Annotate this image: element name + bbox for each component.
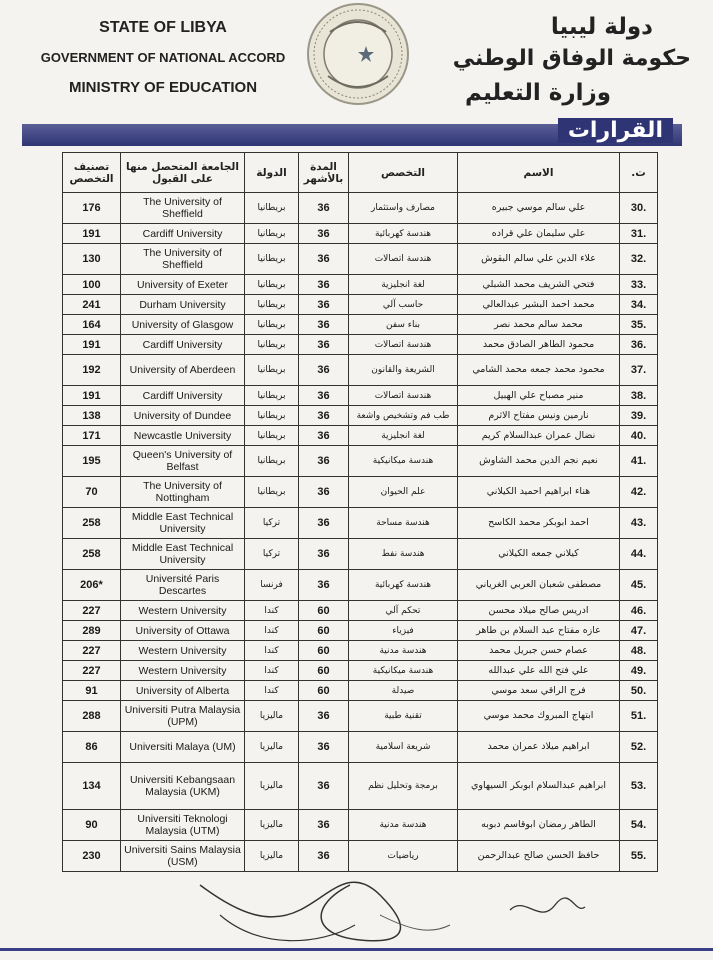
name-cell: محمود محمد جمعه محمد الشامي <box>458 355 620 386</box>
number-cell: 49. <box>620 661 658 681</box>
university-cell: Western University <box>121 601 245 621</box>
specialization-cell: هندسة مدنية <box>349 810 458 841</box>
duration-cell: 36 <box>299 315 349 335</box>
number-cell: 45. <box>620 570 658 601</box>
name-cell: احمد ابوبكر محمد الكاسح <box>458 508 620 539</box>
table-row <box>63 601 658 621</box>
country-cell: بريطانيا <box>245 386 299 406</box>
university-cell: Universiti Teknologi Malaysia (UTM) <box>121 810 245 841</box>
name-cell: منير مصباح علي الهبيل <box>458 386 620 406</box>
number-cell: 31. <box>620 224 658 244</box>
country-cell: ماليزيا <box>245 701 299 732</box>
country-cell: بريطانيا <box>245 355 299 386</box>
number-cell: 34. <box>620 295 658 315</box>
number-cell: 51. <box>620 701 658 732</box>
table-row <box>63 446 658 477</box>
country-cell: بريطانيا <box>245 477 299 508</box>
duration-cell: 36 <box>299 426 349 446</box>
number-cell: 55. <box>620 841 658 872</box>
name-cell: علي سالم موسي جبيره <box>458 193 620 224</box>
header-no: ت. <box>620 153 658 193</box>
university-cell: Universiti Malaya (UM) <box>121 732 245 763</box>
number-cell: 37. <box>620 355 658 386</box>
specialization-cell: هندسة اتصالات <box>349 386 458 406</box>
university-cell: The University of Nottingham <box>121 477 245 508</box>
country-cell: فرنسا <box>245 570 299 601</box>
number-cell: 43. <box>620 508 658 539</box>
duration-cell: 36 <box>299 275 349 295</box>
number-cell: 41. <box>620 446 658 477</box>
table-row <box>63 193 658 224</box>
number-cell: 38. <box>620 386 658 406</box>
ranking-cell: 138 <box>63 406 121 426</box>
university-cell: Newcastle University <box>121 426 245 446</box>
university-cell: University of Alberta <box>121 681 245 701</box>
country-cell: بريطانيا <box>245 406 299 426</box>
name-cell: علاء الدين علي سالم البقوش <box>458 244 620 275</box>
university-cell: Queen's University of Belfast <box>121 446 245 477</box>
table-row <box>63 224 658 244</box>
table-row <box>63 508 658 539</box>
country-cell: بريطانيا <box>245 426 299 446</box>
country-cell: ماليزيا <box>245 810 299 841</box>
footer-rule <box>0 948 713 951</box>
country-cell: بريطانيا <box>245 315 299 335</box>
ranking-cell: 191 <box>63 386 121 406</box>
header-country: الدولة <box>245 153 299 193</box>
table-row <box>63 244 658 275</box>
specialization-cell: لغة انجليزية <box>349 275 458 295</box>
ranking-cell: 227 <box>63 661 121 681</box>
specialization-cell: هندسة كهربائية <box>349 224 458 244</box>
country-cell: تركيا <box>245 539 299 570</box>
table-row <box>63 621 658 641</box>
name-cell: مصطفى شعبان العربي الغرياني <box>458 570 620 601</box>
section-title: القرارات <box>558 118 673 143</box>
name-cell: عصام حسن جبريل محمد <box>458 641 620 661</box>
name-cell: ابراهيم عبدالسلام ابوبكر السيهاوي <box>458 763 620 810</box>
name-cell: محمد احمد البشير عبدالعالي <box>458 295 620 315</box>
number-cell: 48. <box>620 641 658 661</box>
table-row <box>63 539 658 570</box>
name-cell: نارمين ونيس مفتاح الاثرم <box>458 406 620 426</box>
name-cell: كيلاني جمعه الكيلاني <box>458 539 620 570</box>
table-row <box>63 701 658 732</box>
country-cell: ماليزيا <box>245 841 299 872</box>
duration-cell: 36 <box>299 406 349 426</box>
duration-cell: 60 <box>299 641 349 661</box>
duration-cell: 36 <box>299 224 349 244</box>
ranking-cell: 258 <box>63 539 121 570</box>
university-cell: Middle East Technical University <box>121 508 245 539</box>
table-header-row <box>63 153 658 193</box>
specialization-cell: هندسة ميكانيكية <box>349 661 458 681</box>
state-seal-emblem <box>306 2 410 106</box>
name-cell: نضال عمران عبدالسلام كريم <box>458 426 620 446</box>
duration-cell: 36 <box>299 386 349 406</box>
country-cell: كندا <box>245 641 299 661</box>
specialization-cell: فيزياء <box>349 621 458 641</box>
signature-stamp <box>180 855 600 955</box>
name-cell: ادريس صالح ميلاد محسن <box>458 601 620 621</box>
specialization-cell: صيدلة <box>349 681 458 701</box>
ranking-cell: 86 <box>63 732 121 763</box>
country-cell: بريطانيا <box>245 295 299 315</box>
table-row <box>63 641 658 661</box>
country-cell: بريطانيا <box>245 224 299 244</box>
header-duration: المدة بالأشهر <box>299 153 349 193</box>
ranking-cell: 289 <box>63 621 121 641</box>
duration-cell: 36 <box>299 763 349 810</box>
ranking-cell: 192 <box>63 355 121 386</box>
ranking-cell: 91 <box>63 681 121 701</box>
university-cell: Cardiff University <box>121 386 245 406</box>
table-row <box>63 681 658 701</box>
table-row <box>63 763 658 810</box>
name-cell: علي فتح الله علي عبدالله <box>458 661 620 681</box>
number-cell: 39. <box>620 406 658 426</box>
ranking-cell: 130 <box>63 244 121 275</box>
number-cell: 46. <box>620 601 658 621</box>
specialization-cell: حاسب آلي <box>349 295 458 315</box>
specialization-cell: بناء سفن <box>349 315 458 335</box>
name-cell: حافظ الحسن صالح عبدالرحمن <box>458 841 620 872</box>
header-specialization: التخصص <box>349 153 458 193</box>
ranking-cell: 164 <box>63 315 121 335</box>
ranking-cell: 191 <box>63 224 121 244</box>
university-cell: The University of Sheffield <box>121 244 245 275</box>
university-cell: Université Paris Descartes <box>121 570 245 601</box>
ranking-cell: 70 <box>63 477 121 508</box>
name-cell: عازه مفتاح عبد السلام بن طاهر <box>458 621 620 641</box>
ranking-cell: 241 <box>63 295 121 315</box>
number-cell: 53. <box>620 763 658 810</box>
number-cell: 35. <box>620 315 658 335</box>
duration-cell: 36 <box>299 244 349 275</box>
university-cell: Cardiff University <box>121 335 245 355</box>
ranking-cell: 258 <box>63 508 121 539</box>
duration-cell: 60 <box>299 661 349 681</box>
specialization-cell: تحكم آلي <box>349 601 458 621</box>
country-cell: ماليزيا <box>245 763 299 810</box>
duration-cell: 36 <box>299 446 349 477</box>
table-row <box>63 477 658 508</box>
ranking-cell: 134 <box>63 763 121 810</box>
name-cell: علي سليمان علي قراده <box>458 224 620 244</box>
duration-cell: 60 <box>299 621 349 641</box>
ranking-cell: 195 <box>63 446 121 477</box>
number-cell: 44. <box>620 539 658 570</box>
name-cell: فرج الراقي سعد موسي <box>458 681 620 701</box>
table-row <box>63 732 658 763</box>
header-ar-ministry: وزارة التعليم <box>465 80 611 106</box>
duration-cell: 36 <box>299 810 349 841</box>
duration-cell: 60 <box>299 681 349 701</box>
ranking-cell: 176 <box>63 193 121 224</box>
ranking-cell: 206* <box>63 570 121 601</box>
university-cell: Cardiff University <box>121 224 245 244</box>
number-cell: 42. <box>620 477 658 508</box>
specialization-cell: تقنية طبية <box>349 701 458 732</box>
country-cell: كندا <box>245 621 299 641</box>
number-cell: 33. <box>620 275 658 295</box>
country-cell: كندا <box>245 661 299 681</box>
header-en-government: GOVERNMENT OF NATIONAL ACCORD <box>40 50 286 65</box>
university-cell: University of Exeter <box>121 275 245 295</box>
university-cell: University of Dundee <box>121 406 245 426</box>
duration-cell: 36 <box>299 701 349 732</box>
university-cell: Universiti Putra Malaysia (UPM) <box>121 701 245 732</box>
university-cell: Western University <box>121 641 245 661</box>
name-cell: نعيم نجم الدين محمد الشاوش <box>458 446 620 477</box>
number-cell: 36. <box>620 335 658 355</box>
header-en-ministry: MINISTRY OF EDUCATION <box>68 79 258 96</box>
table-row <box>63 406 658 426</box>
university-cell: University of Ottawa <box>121 621 245 641</box>
table-row <box>63 315 658 335</box>
university-cell: Durham University <box>121 295 245 315</box>
specialization-cell: هندسة ميكانيكية <box>349 446 458 477</box>
name-cell: فتحي الشريف محمد الشبلي <box>458 275 620 295</box>
ranking-cell: 90 <box>63 810 121 841</box>
specialization-cell: هندسة اتصالات <box>349 244 458 275</box>
university-cell: The University of Sheffield <box>121 193 245 224</box>
header-university: الجامعة المتحصل منها على القبول <box>121 153 245 193</box>
duration-cell: 60 <box>299 601 349 621</box>
specialization-cell: هندسة مساحة <box>349 508 458 539</box>
university-cell: Universiti Sains Malaysia (USM) <box>121 841 245 872</box>
country-cell: بريطانيا <box>245 335 299 355</box>
specialization-cell: لغة انجليزية <box>349 426 458 446</box>
name-cell: هناء ابراهيم احميد الكيلاني <box>458 477 620 508</box>
specialization-cell: شريعة اسلامية <box>349 732 458 763</box>
table-row <box>63 355 658 386</box>
ranking-cell: 227 <box>63 601 121 621</box>
name-cell: محمود الطاهر الصادق محمد <box>458 335 620 355</box>
header-ar-state: دولة ليبيا <box>550 14 653 40</box>
university-cell: University of Glasgow <box>121 315 245 335</box>
country-cell: بريطانيا <box>245 193 299 224</box>
ranking-cell: 191 <box>63 335 121 355</box>
duration-cell: 36 <box>299 477 349 508</box>
number-cell: 32. <box>620 244 658 275</box>
specialization-cell: مصارف واستثمار <box>349 193 458 224</box>
specialization-cell: هندسة مدنية <box>349 641 458 661</box>
specialization-cell: هندسة اتصالات <box>349 335 458 355</box>
specialization-cell: طب فم وتشخيص واشعة <box>349 406 458 426</box>
duration-cell: 36 <box>299 570 349 601</box>
ranking-cell: 288 <box>63 701 121 732</box>
country-cell: ماليزيا <box>245 732 299 763</box>
country-cell: تركيا <box>245 508 299 539</box>
number-cell: 52. <box>620 732 658 763</box>
decisions-table <box>62 152 658 872</box>
duration-cell: 36 <box>299 508 349 539</box>
country-cell: بريطانيا <box>245 446 299 477</box>
specialization-cell: رياضيات <box>349 841 458 872</box>
ranking-cell: 230 <box>63 841 121 872</box>
university-cell: Universiti Kebangsaan Malaysia (UKM) <box>121 763 245 810</box>
university-cell: University of Aberdeen <box>121 355 245 386</box>
table-row <box>63 570 658 601</box>
header-en-state: STATE OF LIBYA <box>99 19 227 36</box>
table-row <box>63 386 658 406</box>
university-cell: Western University <box>121 661 245 681</box>
duration-cell: 36 <box>299 539 349 570</box>
duration-cell: 36 <box>299 335 349 355</box>
country-cell: بريطانيا <box>245 275 299 295</box>
duration-cell: 36 <box>299 732 349 763</box>
country-cell: بريطانيا <box>245 244 299 275</box>
specialization-cell: علم الحيوان <box>349 477 458 508</box>
duration-cell: 36 <box>299 295 349 315</box>
number-cell: 40. <box>620 426 658 446</box>
duration-cell: 36 <box>299 841 349 872</box>
table-row <box>63 810 658 841</box>
header-name: الاسم <box>458 153 620 193</box>
table-row <box>63 335 658 355</box>
number-cell: 47. <box>620 621 658 641</box>
specialization-cell: برمجة وتحليل نظم <box>349 763 458 810</box>
number-cell: 54. <box>620 810 658 841</box>
specialization-cell: هندسة نفط <box>349 539 458 570</box>
name-cell: الطاهر رمضان ابوقاسم دبوبه <box>458 810 620 841</box>
header-ranking: تصنيف التخصص <box>63 153 121 193</box>
ranking-cell: 227 <box>63 641 121 661</box>
table-row <box>63 295 658 315</box>
table-row <box>63 275 658 295</box>
specialization-cell: هندسة كهربائية <box>349 570 458 601</box>
name-cell: محمد سالم محمد نصر <box>458 315 620 335</box>
table-row <box>63 426 658 446</box>
university-cell: Middle East Technical University <box>121 539 245 570</box>
duration-cell: 36 <box>299 355 349 386</box>
duration-cell: 36 <box>299 193 349 224</box>
name-cell: ابراهيم ميلاد عمران محمد <box>458 732 620 763</box>
name-cell: ابتهاج المبروك محمد موسي <box>458 701 620 732</box>
country-cell: كندا <box>245 601 299 621</box>
table-row <box>63 661 658 681</box>
number-cell: 30. <box>620 193 658 224</box>
ranking-cell: 100 <box>63 275 121 295</box>
number-cell: 50. <box>620 681 658 701</box>
country-cell: كندا <box>245 681 299 701</box>
ranking-cell: 171 <box>63 426 121 446</box>
specialization-cell: الشريعة والقانون <box>349 355 458 386</box>
header-ar-government: حكومة الوفاق الوطني <box>452 46 691 71</box>
